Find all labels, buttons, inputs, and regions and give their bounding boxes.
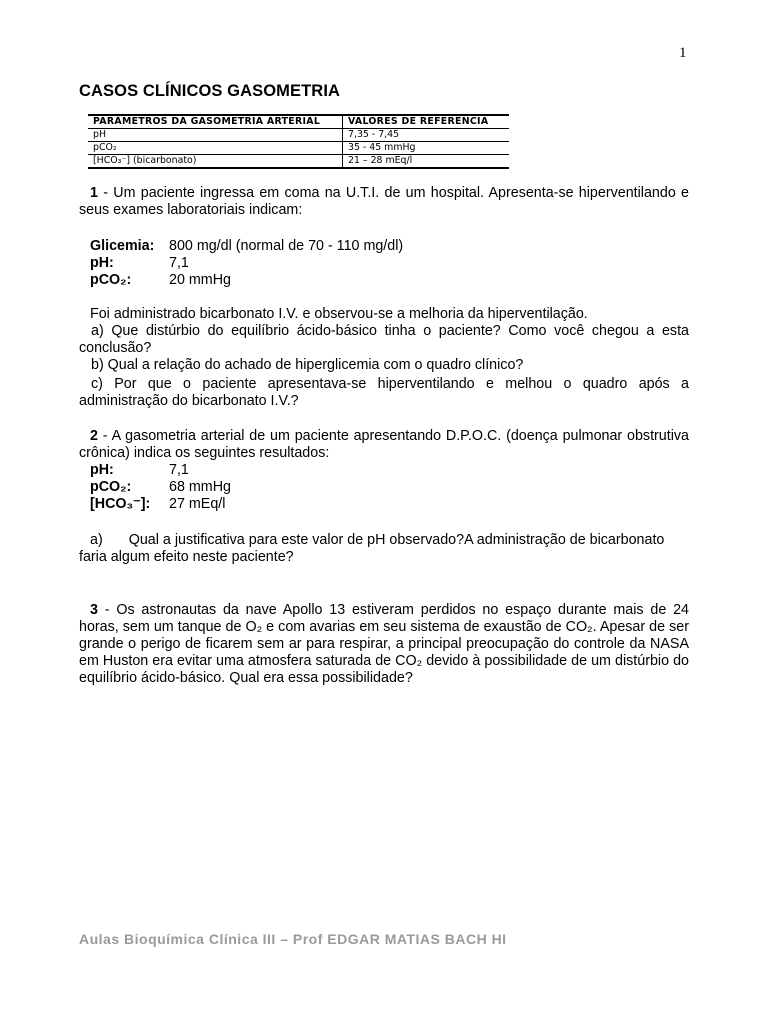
lab-label: pCO₂:: [90, 479, 132, 495]
table-row: [88, 129, 509, 142]
case2-labs: [90, 462, 390, 513]
case1-intro: [79, 185, 689, 219]
table-cell-param: pH: [88, 129, 343, 142]
lab-row-hco3: [90, 496, 390, 513]
case1-question-c: c) Por que o paciente apresentava-se hiperventilando e melhou o quadro após a administração do bicarbonato I.V.?: [79, 376, 689, 409]
case3-text: [79, 602, 689, 687]
page-title: CASOS CLÍNICOS GASOMETRIA: [79, 82, 341, 100]
lab-label: Glicemia:: [90, 238, 155, 254]
lab-row-glicemia: [90, 238, 490, 255]
table-row: [88, 142, 509, 155]
case3-number: 3: [90, 602, 98, 618]
table-cell-param: pCO₂: [88, 142, 343, 155]
lab-value: 27 mEq/l: [169, 496, 226, 512]
case1-question-a: a) Que distúrbio do equilíbrio ácido-básico tinha o paciente? Como você chegou a esta conclusão?: [79, 323, 689, 356]
case2-question-a-text: Qual a justificativa para este valor de pH observado?A administração de bicarbonato faria algum efeito neste paciente?: [79, 532, 665, 565]
table-cell-param: [HCO₃⁻] (bicarbonato): [88, 155, 343, 169]
case2-question-a-marker: a): [90, 532, 103, 548]
lab-value: 68 mmHg: [169, 479, 231, 495]
lab-label: pH:: [90, 462, 114, 478]
lab-row-pco2: [90, 272, 490, 289]
table-header-row: [88, 115, 509, 129]
table-header-reference: VALORES DE REFERÊNCIA: [343, 115, 510, 129]
lab-row-ph: [90, 255, 490, 272]
table-cell-value: 35 - 45 mmHg: [343, 142, 510, 155]
footer: Aulas Bioquímica Clínica III – Prof EDGAR MATIAS BACH HI: [79, 931, 507, 947]
case1-intro-text: - Um paciente ingressa em coma na U.T.I. de um hospital. Apresenta-se hiperventilando e seus exames laboratoriais indicam:: [79, 185, 689, 218]
case2-question-a: [79, 532, 689, 566]
lab-label: [HCO₃⁻]:: [90, 496, 151, 512]
lab-value: 800 mg/dl (normal de 70 - 110 mg/dl): [169, 238, 404, 254]
case1-labs: [90, 238, 490, 289]
case2-number: 2: [90, 428, 98, 444]
case1-number: 1: [90, 185, 98, 201]
reference-table: [88, 114, 509, 169]
page-number: 1: [679, 45, 687, 61]
case2-intro: [79, 428, 689, 462]
lab-row-pco2: [90, 479, 390, 496]
lab-value: 7,1: [169, 462, 189, 478]
case1-statement: Foi administrado bicarbonato I.V. e observou-se a melhoria da hiperventilação.: [90, 306, 588, 322]
lab-label: pH:: [90, 255, 114, 271]
case1-question-b: b) Qual a relação do achado de hiperglicemia com o quadro clínico?: [91, 357, 524, 373]
lab-label: pCO₂:: [90, 272, 132, 288]
case2-intro-text: - A gasometria arterial de um paciente apresentando D.P.O.C. (doença pulmonar obstrutiva crônica) indica os seguintes resultados:: [79, 428, 689, 461]
lab-value: 20 mmHg: [169, 272, 231, 288]
lab-row-ph: [90, 462, 390, 479]
lab-value: 7,1: [169, 255, 189, 271]
table-row: [88, 155, 509, 169]
table-cell-value: 21 – 28 mEq/l: [343, 155, 510, 169]
case3-body-text: - Os astronautas da nave Apollo 13 estiveram perdidos no espaço durante mais de 24 horas, sem um tanque de O₂ e com avarias em seu sistema de exaustão de CO₂. Apesar de ser grande o perigo de ficarem sem ar para respirar, a principal preocupação do controle da NASA em Huston era evitar uma atmosfera saturada de CO₂ devido à possibilidade de um distúrbio do equilíbrio ácido-básico. Qual era essa possibilidade?: [79, 602, 689, 686]
table-header-parameter: PARÂMETROS DA GASOMETRIA ARTERIAL: [88, 115, 343, 129]
table-cell-value: 7,35 - 7,45: [343, 129, 510, 142]
